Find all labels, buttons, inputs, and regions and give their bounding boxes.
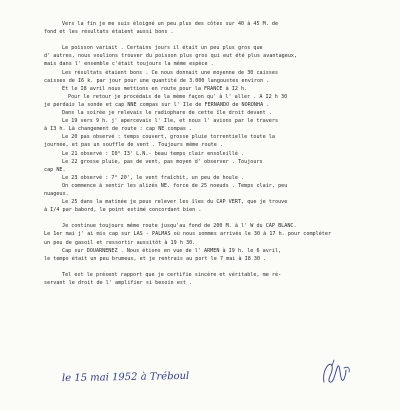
letter-line: Je continue toujours même route jusqu'au fond de 200 M. à l' W du CAP BLANC. [62, 223, 297, 230]
signature [318, 356, 354, 390]
letter-line: journée, et pas un souffle de vent . Toujours même route . [44, 142, 224, 149]
letter-line: Le 19 vers 9 h. j' apercevais l' Ile, et nous l' avions par le travers [62, 118, 279, 125]
letter-line: le temps était un peu brumeux, et je rentrais au port le 7 mai à I8 30 . [44, 255, 267, 262]
letter-line: servant le droit de l' amplifier si besoin est . [44, 280, 193, 286]
letter-line: Dans la soirée je relevais le radiophare de cette île droit devant . [62, 110, 272, 117]
letter-line [44, 214, 390, 222]
letter-line: Et le I8 avril nous mettions en route pour la FRANCE à I2 h. [62, 85, 248, 92]
letter-line: d' autres, nous voulions trouver du poisson plus gros qui eut été plus avantageux, [44, 53, 298, 60]
letter-line: Le 23 observé : 7° 20', le vent fraîchit, un peu de houle . [62, 174, 245, 181]
letter-line: un peu de gasoil et ressortir aussitôt à 19 h 30. [44, 239, 196, 246]
letter-line: nuageux. [44, 190, 69, 197]
letter-line: On commence à sentir les alizés NE. force de 25 noeuds . Temps clair, peu [62, 182, 288, 189]
letter-line: à I/4 par babord, le point estimé concordant bien . [44, 207, 202, 214]
letter-line: Le 25 dans la matinée je peux relever les îles du CAP VERT, que je trouve [62, 199, 288, 206]
letter-line: je perdais la sonde et cap NNE compas sur l' Ile de FERNANDO de NORONHA . [44, 101, 270, 108]
letter-line: Le 22 grosse pluie, pas de vent, pas moyen d' observer . Toujours [62, 158, 263, 165]
letter-line: Le poisson variait . Certains jours il était un peu plus gros que [62, 45, 263, 52]
letter-line [44, 36, 390, 44]
letter-line: fond et les résultats étaient aussi bons . [44, 29, 174, 36]
letter-line: Les résultats étaient bons . Ce nous donnait une moyenne de 30 caisses [62, 69, 279, 76]
letter-line: Le 21 observé : I0° I3' L.N.- beau temps clair ensoleillé . [62, 150, 245, 157]
handwritten-date: le 15 mai 1952 à Tréboul [61, 370, 190, 385]
letter-line: Le 1er mai j' ai mis cap sur LAS - PALMAS où nous sommes arrivés le 30 à 17 h. pour compléter [44, 231, 332, 238]
letter-line: à I3 h. Là changement de route : cap NE compas . [44, 126, 193, 133]
letter-line [44, 263, 390, 271]
letter-body [44, 20, 390, 287]
letter-line: Pour le retour je procédais de la même façon qu' à l' aller . A I2 h 30 [68, 93, 288, 100]
letter-line: Cap sur DOUARNENEZ . Nous étions en vue de l' ARMEN à I9 h. le 6 avril, [62, 247, 282, 254]
letter-line: caisses de I6 k. par jour pour une quantité de 3.000 langoustes environ . [44, 77, 270, 84]
letter-line: cap NE. [44, 166, 66, 173]
letter-line: mais dans l' ensemble c'était toujours la même espèce . [44, 61, 214, 68]
letter-line: Le 20 pas observé : temps couvert, grosse pluie torrentielle toute la [62, 134, 275, 141]
letter-line: Tel est le présent rapport que je certifie sincère et véritable, me ré- [62, 271, 282, 278]
letter-line: Vers la fin je me suis éloigné un peu plus des côtes sur 40 à 45 M. de [62, 21, 279, 27]
